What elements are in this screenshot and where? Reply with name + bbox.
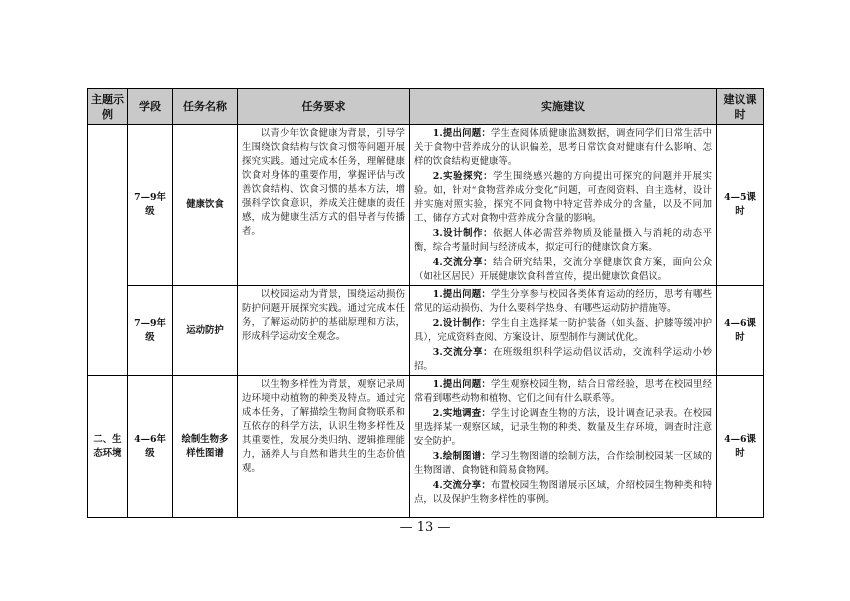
task-requirement-cell: 以青少年饮食健康为背景，引导学生围绕饮食结构与饮食习惯等问题开展探究实践。通过完成本任务，理解健康饮食对身体的重要作用，掌握评估与改善饮食结构、饮食习惯的基本方法，增强科学饮食意识，养成关注健康的责任感，成为健康生活方式的倡导者与传播者。 [238, 125, 410, 286]
impl-step: 2.实地调查：学生讨论调查生物的方法，设计调查记录表。在校园里选择某一观察区域，记录生物的种类、数量及生存环境，调查时注意安全防护。 [414, 408, 712, 447]
curriculum-table [87, 88, 764, 518]
theme-cell: 二、生态环境 [88, 376, 128, 518]
impl-step: 1.提出问题：学生分享参与校园各类体育运动的经历，思考有哪些常见的运动损伤、为什么要科学热身、有哪些运动防护措施等。 [414, 289, 712, 314]
header-task-requirement: 任务要求 [238, 89, 410, 125]
header-stage: 学段 [128, 89, 173, 125]
table-header-row [88, 89, 764, 125]
theme-cell [88, 125, 128, 376]
stage-cell: 4—6年级 [128, 376, 173, 518]
page-number: — 13 — [399, 520, 451, 535]
impl-step: 3.绘制图谱：学习生物图谱的绘制方法，合作绘制校园某一区域的生物图谱、食物链和简易食物网。 [414, 451, 712, 476]
header-theme: 主题示例 [88, 89, 128, 125]
impl-step: 1.提出问题：学生查阅体质健康监测数据，调查同学们日常生活中关于食物中营养成分的认识偏差，思考日常饮食对健康有什么影响、怎样的饮食结构更健康等。 [414, 128, 712, 167]
task-requirement-cell: 以校园运动为背景，围绕运动损伤防护问题开展探究实践。通过完成本任务，了解运动防护的基础原理和方法，形成科学运动安全观念。 [238, 286, 410, 376]
impl-step: 4.交流分享：布置校园生物图谱展示区域，介绍校园生物种类和特点，以及保护生物多样性的事例。 [414, 480, 712, 505]
impl-step: 1.提出问题：学生观察校园生物，结合日常经验，思考在校园里经常看到哪些动物和植物、它们之间有什么联系等。 [414, 379, 712, 404]
implementation-cell [410, 376, 717, 518]
task-requirement-cell: 以生物多样性为背景，观察记录周边环境中动植物的种类及特点。通过完成本任务，了解描绘生物间食物联系和互依存的科学方法，认识生物多样性及其重要性，发展分类归纳、逻辑推理能力，涵养人与自然和谐共生的生态价值观。 [238, 376, 410, 518]
hours-cell: 4—6课时 [717, 286, 764, 376]
header-hours: 建议课时 [717, 89, 764, 125]
task-name-cell: 绘制生物多样性图谱 [173, 376, 238, 518]
table-row [88, 125, 764, 286]
task-name-cell: 健康饮食 [173, 125, 238, 286]
table-row [88, 376, 764, 518]
hours-cell: 4—6课时 [717, 376, 764, 518]
impl-step: 3.设计制作：依据人体必需营养物质及能量摄入与消耗的动态平衡，综合考量时间与经济成本，拟定可行的健康饮食方案。 [414, 228, 712, 253]
header-task-name: 任务名称 [173, 89, 238, 125]
impl-step: 2.设计制作：学生自主选择某一防护装备（如头盔、护膝等缓冲护具），完成资料查阅、方案设计、原型制作与测试优化。 [414, 318, 712, 343]
implementation-cell [410, 286, 717, 376]
hours-cell: 4—5课时 [717, 125, 764, 286]
stage-cell: 7—9年级 [128, 286, 173, 376]
header-implementation: 实施建议 [410, 89, 717, 125]
impl-step: 3.交流分享：在班级组织科学运动倡议活动，交流科学运动小妙招。 [414, 347, 712, 372]
stage-cell: 7—9年级 [128, 125, 173, 286]
implementation-cell [410, 125, 717, 286]
task-name-cell: 运动防护 [173, 286, 238, 376]
table-row [88, 286, 764, 376]
impl-step: 4.交流分享：结合研究结果，交流分享健康饮食方案，面向公众（如社区居民）开展健康饮食科普宣传，提出健康饮食倡议。 [414, 257, 712, 282]
impl-step: 2.实验探究：学生围绕感兴趣的方向提出可探究的问题并开展实验。如，针对“食物营养成分变化”问题，可查阅资料、自主选材，设计并实施对照实验，探究不同食物中特定营养成分的含量，以及不同加工、储存方式对食物中营养成分含量的影响。 [414, 171, 712, 224]
